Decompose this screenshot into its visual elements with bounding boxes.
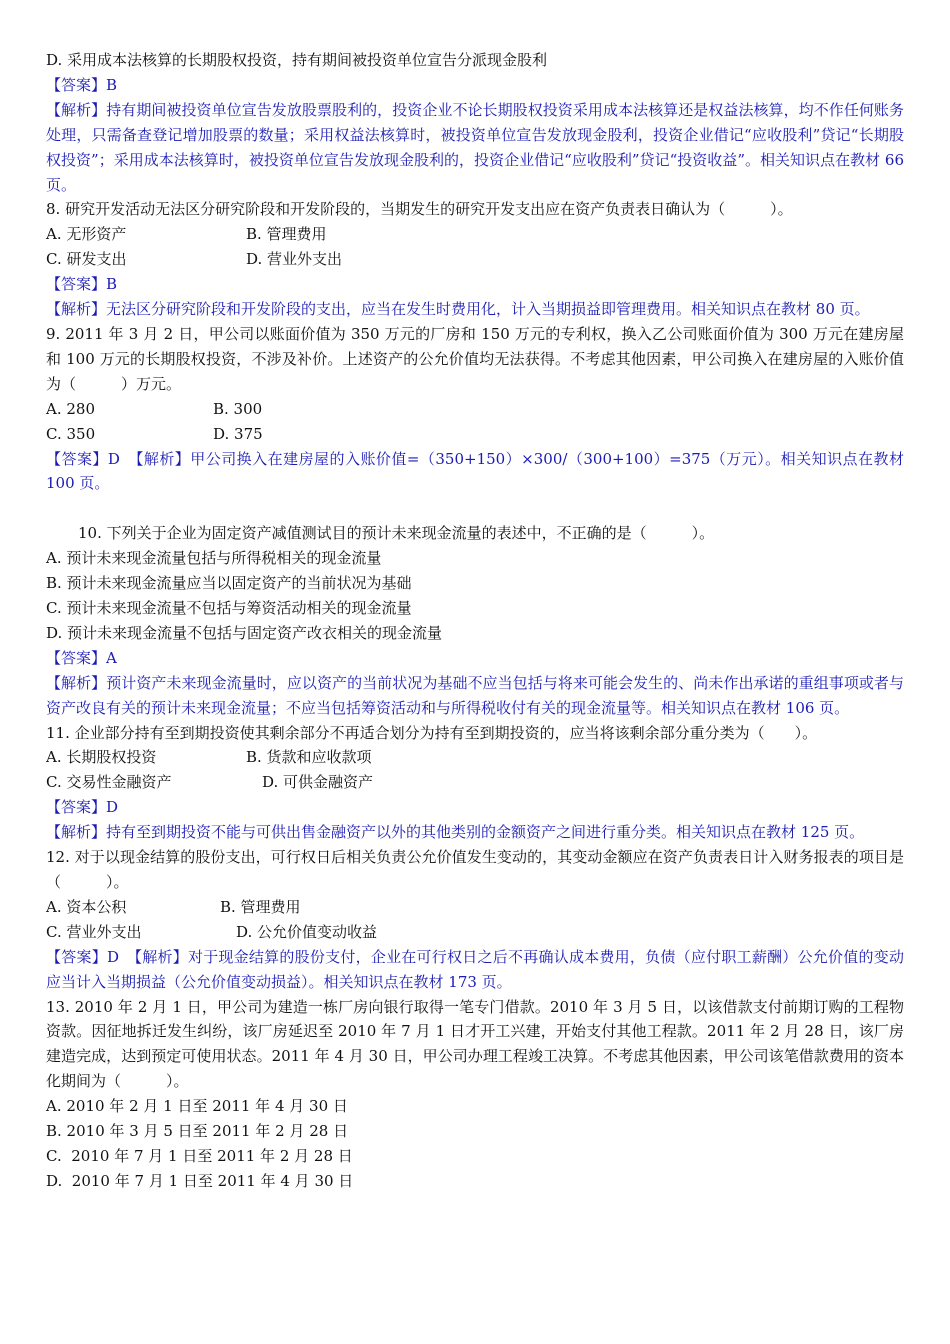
q8-option-d: D. 营业外支出 bbox=[246, 250, 343, 269]
answer-tag: 【答案】 bbox=[46, 75, 107, 94]
q8-option-b: B. 管理费用 bbox=[246, 225, 327, 244]
q11-option-d: D. 可供金融资产 bbox=[262, 773, 374, 792]
answer-value: D bbox=[107, 449, 120, 468]
analysis-text: 对于现金结算的股份支付，企业在可行权日之后不再确认成本费用，负债（应付职工薪酬）公允价值的变动应当计入当期损益（公允价值变动损益）。相关知识点在教材 173 页。 bbox=[46, 947, 904, 991]
q13-option-b: B. 2010 年 3 月 5 日至 2011 年 2 月 28 日 bbox=[46, 1122, 349, 1141]
q13-option-c: C. 2010 年 7 月 1 日至 2011 年 2 月 28 日 bbox=[46, 1146, 353, 1165]
q8-stem: 8. 研究开发活动无法区分研究阶段和开发阶段的，当期发生的研究开发支出应在资产负责表日确认为（ ）。 bbox=[46, 200, 793, 219]
q13-stem: 13. 2010 年 2 月 1 日，甲公司为建造一栋厂房向银行取得一笔专门借款。2010 年 3 月 5 日，以该借款支付前期订购的工程物资款。因征地拆迁发生纠纷，该厂房延迟至 2010 年 7 月 1 日才开工兴建，开始支付其他工程款。2011 年 2 月 28 日，该厂房建造完成，达到预定可使用状态。2011 年 4 月 30 日，甲公司办理工程竣工决算。不考虑其他因素，甲公司该笔借款费用的资本化期间为（ ）。 bbox=[46, 997, 904, 1091]
q8-options-row-2 bbox=[46, 247, 904, 272]
q9-option-d: D. 375 bbox=[213, 424, 263, 443]
q9-option-c: C. 350 bbox=[46, 424, 96, 443]
analysis-text: 持有至到期投资不能与可供出售金融资产以外的其他类别的金额资产之间进行重分类。相关知识点在教材 125 页。 bbox=[106, 823, 865, 842]
analysis-tag: 【解析】 bbox=[135, 449, 191, 468]
analysis-tag: 【解析】 bbox=[46, 823, 107, 842]
answer-tag: 【答案】 bbox=[46, 275, 107, 294]
answer-tag: 【答案】 bbox=[46, 449, 108, 468]
q12-answer-analysis bbox=[46, 945, 904, 995]
q12-option-c: C. 营业外支出 bbox=[46, 922, 142, 941]
answer-value: B bbox=[106, 275, 118, 294]
q12-option-d: D. 公允价值变动收益 bbox=[236, 922, 378, 941]
q11-answer bbox=[46, 795, 904, 820]
analysis-tag: 【解析】 bbox=[134, 947, 188, 966]
q12-stem: 12. 对于以现金结算的股份支出，可行权日后相关负责公允价值发生变动的，其变动金额应在资产负责表日计入财务报表的项目是（ ）。 bbox=[46, 848, 904, 891]
answer-value: B bbox=[106, 75, 118, 94]
q11-options-row-1 bbox=[46, 745, 904, 770]
analysis-tag: 【解析】 bbox=[46, 100, 107, 119]
analysis-text: 无法区分研究阶段和开发阶段的支出，应当在发生时费用化，计入当期损益即管理费用。相关知识点在教材 80 页。 bbox=[106, 300, 870, 319]
q9-option-a: A. 280 bbox=[46, 399, 95, 418]
q9-answer-analysis bbox=[46, 447, 904, 497]
analysis-tag: 【解析】 bbox=[46, 673, 107, 692]
q12-options-row-1 bbox=[46, 895, 904, 920]
q13-option-d: D. 2010 年 7 月 1 日至 2011 年 4 月 30 日 bbox=[46, 1171, 354, 1190]
q10-option-c: C. 预计未来现金流量不包括与筹资活动相关的现金流量 bbox=[46, 599, 412, 618]
q8-option-c: C. 研发支出 bbox=[46, 250, 127, 269]
q9-options-row-1 bbox=[46, 397, 904, 422]
q12-option-a: A. 资本公积 bbox=[46, 897, 127, 916]
q12-options-row-2 bbox=[46, 920, 904, 945]
q7-option-d: D. 采用成本法核算的长期股权投资，持有期间被投资单位宣告分派现金股利 bbox=[46, 51, 548, 69]
q11-option-b: B. 货款和应收款项 bbox=[246, 748, 372, 767]
q10-answer bbox=[46, 646, 904, 671]
q8-options-row-1 bbox=[46, 222, 904, 247]
q9-stem: 9. 2011 年 3 月 2 日，甲公司以账面价值为 350 万元的厂房和 150 万元的专利权，换入乙公司账面价值为 300 万元在建房屋和 100 万元的长期股权投资，不涉及补价。上述资产的公允价值均无法获得。不考虑其他因素，甲公司换入在建房屋的入账价值为（ ）万元。 bbox=[46, 324, 904, 393]
q12-option-b: B. 管理费用 bbox=[220, 897, 301, 916]
blank-line bbox=[46, 496, 904, 521]
analysis-text: 持有期间被投资单位宣告发放股票股利的，投资企业不论长期股权投资采用成本法核算还是权益法核算，均不作任何账务处理，只需备查登记增加股票的数量；采用权益法核算时，被投资单位宣告发放现金股利，投资企业借记“应收股利”贷记“长期股权投资”；采用成本法核算时，被投资单位宣告发放现金股利的，投资企业借记“应收股利”贷记“投资收益”。相关知识点在教材 66 页。 bbox=[46, 100, 904, 194]
q7-analysis bbox=[46, 98, 904, 198]
answer-value: A bbox=[106, 648, 117, 667]
answer-value: D bbox=[106, 798, 119, 817]
analysis-text: 甲公司换入在建房屋的入账价值=（350+150）×300/（300+100）=375（万元）。相关知识点在教材 100 页。 bbox=[46, 449, 904, 493]
q11-stem: 11. 企业部分持有至到期投资使其剩余部分不再适合划分为持有至到期投资的，应当将该剩余部分重分类为（ ）。 bbox=[46, 723, 818, 742]
answer-tag: 【答案】 bbox=[46, 947, 107, 966]
q10-option-a: A. 预计未来现金流量包括与所得税相关的现金流量 bbox=[46, 549, 382, 568]
q11-option-c: C. 交易性金融资产 bbox=[46, 773, 172, 792]
q9-options-row-2 bbox=[46, 422, 904, 447]
answer-value: D bbox=[106, 947, 119, 966]
q8-analysis bbox=[46, 297, 904, 322]
answer-tag: 【答案】 bbox=[46, 648, 107, 667]
q11-analysis bbox=[46, 820, 904, 845]
q9-option-b: B. 300 bbox=[213, 399, 263, 418]
q8-option-a: A. 无形资产 bbox=[46, 225, 127, 244]
q11-options-row-2 bbox=[46, 770, 904, 795]
q10-option-d: D. 预计未来现金流量不包括与固定资产改衣相关的现金流量 bbox=[46, 623, 443, 642]
q10-stem: 10. 下列关于企业为固定资产减值测试目的预计未来现金流量的表述中，不正确的是（ ）。 bbox=[78, 524, 715, 543]
q10-analysis bbox=[46, 671, 904, 721]
q13-option-a: A. 2010 年 2 月 1 日至 2011 年 4 月 30 日 bbox=[46, 1097, 348, 1116]
analysis-tag: 【解析】 bbox=[46, 300, 107, 319]
q11-option-a: A. 长期股权投资 bbox=[46, 748, 157, 767]
q7-answer bbox=[46, 73, 904, 98]
q8-answer bbox=[46, 272, 904, 297]
q10-option-b: B. 预计未来现金流量应当以固定资产的当前状况为基础 bbox=[46, 574, 412, 593]
analysis-text: 预计资产未来现金流量时，应以资产的当前状况为基础不应当包括与将来可能会发生的、尚未作出承诺的重组事项或者与资产改良有关的预计未来现金流量；不应当包括筹资活动和与所得税收付有关的现金流量等。相关知识点在教材 106 页。 bbox=[46, 673, 904, 717]
answer-tag: 【答案】 bbox=[46, 798, 107, 817]
